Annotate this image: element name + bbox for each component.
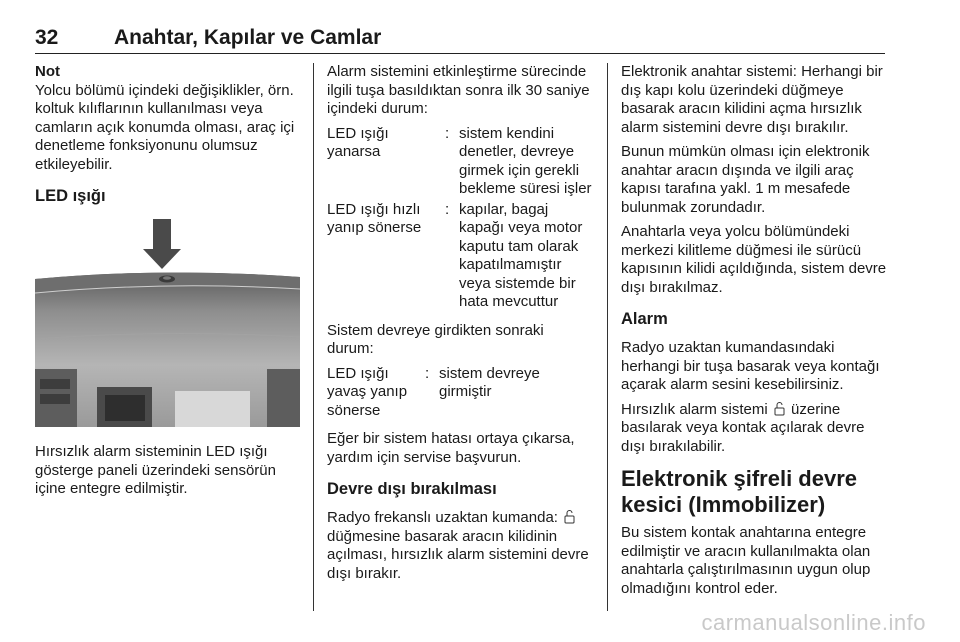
armed-intro: Sistem devreye girdikten sonraki durum: [327,321,544,357]
activation-status-table [327,125,592,312]
column-divider [607,63,608,611]
disarm-text: Radyo frekanslı uzaktan kumanda: düğmesine basarak aracın kilidinin açılması, hırsızlık alarm sistemini devre dışı bırakır. [327,509,589,582]
paragraph: Anahtarla veya yolcu bölümündeki merkezi kilitleme düğmesi ile sürücü kapısının kilidi açıldığında, sistem devre dışı bırakılmaz. [621,223,887,296]
note-text: Yolcu bölümü içindeki değişiklikler, örn. koltuk kılıflarının kullanılması veya camların açık konumda olması, araç içi denetleme fonksiyonunu olumsuz etkileyebilir. [35,81,295,173]
page-header [35,26,885,54]
unlock-icon [564,509,575,524]
photo-caption: Hırsızlık alarm sisteminin LED ışığı gösterge paneli üzerindeki sensörün içine entegre edilmiştir. [35,443,276,497]
alarm-heading: Alarm [621,310,668,328]
paragraph: Bunun mümkün olması için elektronik anahtar aracın dışında ve ilgili araç kapısı tarafına yakl. 1 m mesafede bulunmak zorundadır. [621,143,870,216]
page-number: 32 [35,26,59,49]
chapter-title: Anahtar, Kapılar ve Camlar [114,26,382,49]
column-middle [327,63,592,589]
column-divider [313,63,314,611]
paragraph: Elektronik anahtar sistemi: Herhangi bir dış kapı kolu üzerindeki düğmeye basarak aracın kilidini açma hırsızlık alarm sistemini devre dışı bırakılır. [621,63,883,136]
dashboard-led-photo [35,219,300,427]
column-right [621,63,889,604]
activation-intro: Alarm sistemini etkinleştirme sürecinde ilgili tuşa basıldıktan sonra ilk 30 saniye içindeki durum: [327,63,590,117]
table-row: LED ışığı yanarsa : sistem kendini denetler, devreye girmek için gerekli bekleme süresi işler [327,124,592,197]
watermark: carmanualsonline.info [701,610,926,635]
table-row: LED ışığı yavaş yanıp sönerse : sistem devreye girmiştir [327,364,540,419]
unlock-icon [774,401,785,416]
armed-status-table [327,365,592,421]
immobilizer-heading: Elektronik şifreli devre kesici (Immobilizer) [621,466,857,517]
paragraph: Bu sistem kontak anahtarına entegre edilmiştir ve aracın kullanılmakta olan anahtarla çalıştırılmasının uygun olup olmadığını kontrol eder. [621,524,871,597]
table-row: LED ışığı hızlı yanıp sönerse : kapılar, bagaj kapağı veya motor kaputu tam olarak kapatılmamıştır veya sistemde bir hata mevcuttur [327,200,583,310]
paragraph: Hırsızlık alarm sistemi üzerine basılarak veya kontak açılarak devre dışı bırakılabilir. [621,400,865,455]
disarm-heading: Devre dışı bırakılması [327,480,497,498]
arrow-down-icon [153,219,171,251]
led-heading: LED ışığı [35,187,106,205]
paragraph: Radyo uzaktan kumandasındaki herhangi bir tuşa basarak veya kontağı açarak alarm sesini kesebilirsiniz. [621,339,880,393]
note-title: Not [35,63,60,80]
error-text: Eğer bir sistem hatası ortaya çıkarsa, yardım için servise başvurun. [327,430,575,466]
column-left [35,63,300,505]
